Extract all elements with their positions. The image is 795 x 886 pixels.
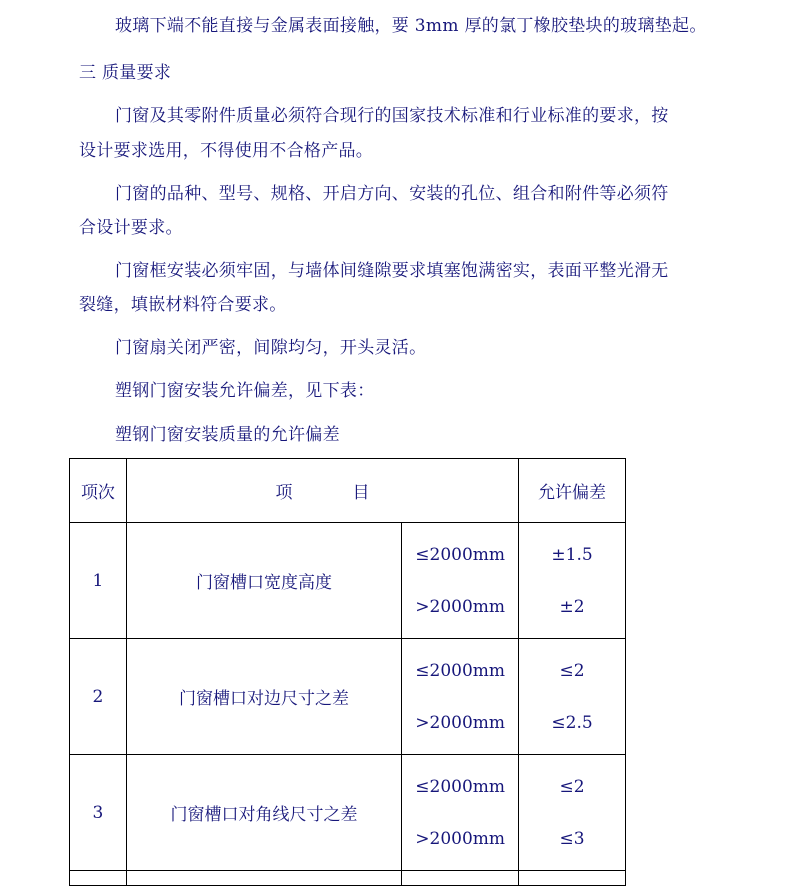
table-header-row [70, 459, 626, 523]
table-row [70, 639, 626, 755]
row-tolerance [519, 755, 626, 871]
row-item: 门窗槽口对边尺寸之差 [126, 639, 401, 755]
paragraph-fittings-line2: 设计要求选用，不得使用不合格产品。 [79, 141, 374, 161]
table-caption: 塑钢门窗安装质量的允许偏差 [115, 425, 340, 445]
tolerance-le: ±1.5 [551, 544, 593, 565]
tolerance-gt: ±2 [559, 596, 585, 617]
row-no: 3 [70, 755, 127, 871]
tolerance-le: ≤2 [559, 660, 585, 681]
header-item [126, 459, 518, 523]
row-no: 1 [70, 523, 127, 639]
tolerance-gt: ≤3 [559, 828, 585, 849]
paragraph-frame-line2: 裂缝，填嵌材料符合要求。 [79, 295, 287, 315]
condition-le: ≤2000mm [415, 544, 506, 565]
tolerance-le: ≤2 [559, 776, 585, 797]
paragraph-fittings-line1: 门窗及其零附件质量必须符合现行的国家技术标准和行业标准的要求，按 [115, 106, 669, 126]
row-tolerance [519, 639, 626, 755]
tolerance-gt: ≤2.5 [551, 712, 593, 733]
table-row [70, 755, 626, 871]
table-row-continued [70, 871, 626, 886]
row-tolerance [519, 523, 626, 639]
paragraph-variety-line2: 合设计要求。 [79, 218, 183, 238]
condition-gt: >2000mm [415, 828, 506, 849]
paragraph-tolerance-intro: 塑钢门窗安装允许偏差，见下表： [115, 381, 375, 401]
header-item-text: 项目 [275, 483, 430, 503]
row-condition [402, 755, 519, 871]
condition-le: ≤2000mm [415, 660, 506, 681]
row-item: 门窗槽口宽度高度 [126, 523, 401, 639]
table-row [70, 523, 626, 639]
paragraph-sash: 门窗扇关闭严密，间隙均匀，开头灵活。 [115, 338, 427, 358]
condition-gt: >2000mm [415, 712, 506, 733]
row-no: 2 [70, 639, 127, 755]
row-condition [402, 639, 519, 755]
tolerance-table [69, 458, 626, 886]
row-item: 门窗槽口对角线尺寸之差 [126, 755, 401, 871]
paragraph-frame-line1: 门窗框安装必须牢固，与墙体间缝隙要求填塞饱满密实，表面平整光滑无 [115, 261, 669, 281]
section-heading-quality: 三 质量要求 [79, 63, 172, 83]
condition-gt: >2000mm [415, 596, 506, 617]
header-no: 项次 [70, 459, 127, 523]
row-condition [402, 523, 519, 639]
condition-le: ≤2000mm [415, 776, 506, 797]
paragraph-variety-line1: 门窗的品种、型号、规格、开启方向、安装的孔位、组合和附件等必须符 [115, 184, 669, 204]
paragraph-glass-support: 玻璃下端不能直接与金属表面接触，要 3mm 厚的氯丁橡胶垫块的玻璃垫起。 [115, 16, 707, 36]
header-tolerance: 允许偏差 [519, 459, 626, 523]
